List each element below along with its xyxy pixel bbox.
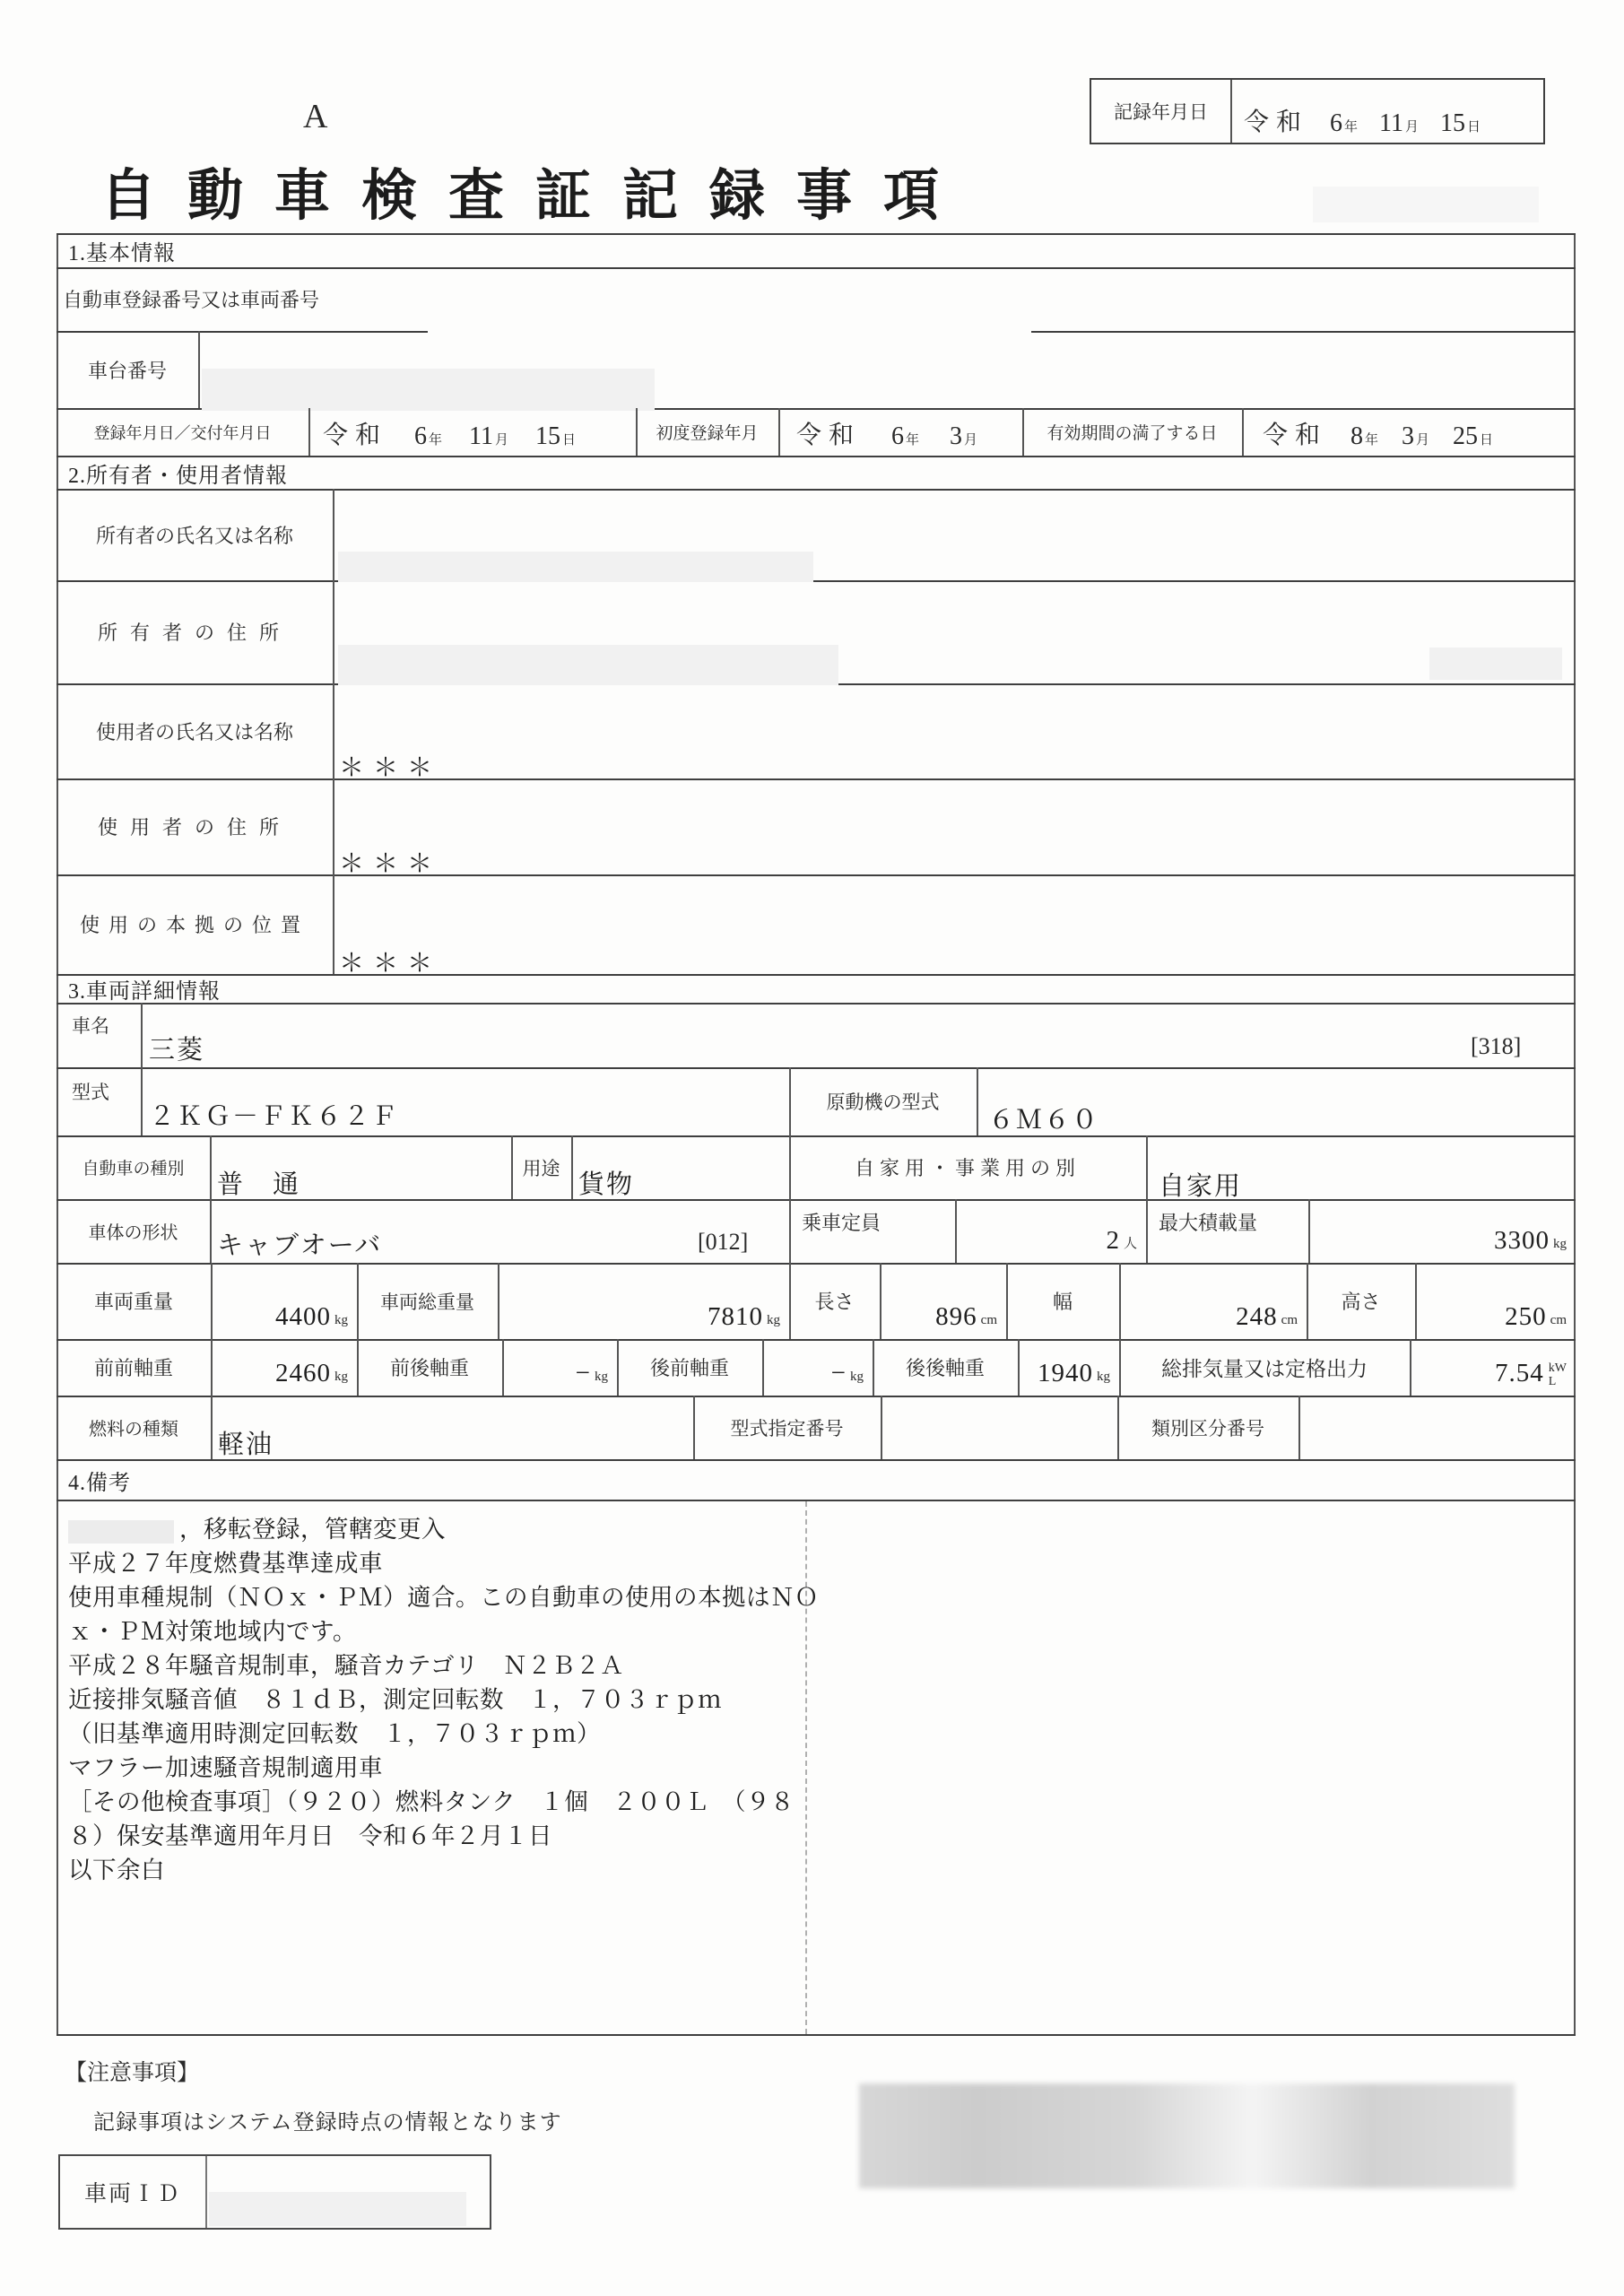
field-body-shape-code: [012]: [698, 1229, 749, 1255]
field-body-shape-value: キャブオーバ: [217, 1231, 383, 1260]
section-heading-remarks: 4.備考: [68, 1472, 131, 1495]
redaction-block: [68, 1520, 174, 1544]
displacement-units: kW L: [1548, 1361, 1567, 1388]
field-user-address-value: ＊＊＊: [339, 850, 442, 878]
redaction-block: [202, 369, 655, 411]
field-gross-weight-value: 7810 kg: [708, 1302, 780, 1331]
section-heading-owner: 2.所有者・使用者情報: [68, 464, 288, 488]
month: 3 月: [950, 422, 978, 450]
field-first-reg-value: [796, 408, 1020, 456]
vehicle-id-label: 車両ＩＤ: [83, 2182, 181, 2206]
table-rule: [56, 1003, 1576, 1004]
year: 6 年: [414, 422, 443, 450]
field-displacement-label: 総排気量又は定格出力: [1161, 1358, 1368, 1380]
cell-divider: [210, 1135, 212, 1199]
cell-divider: [333, 489, 334, 974]
field-body-shape-label: 車体の形状: [88, 1223, 178, 1243]
remarks-text: [68, 1512, 819, 1887]
field-fuel-value: 軽油: [218, 1431, 274, 1459]
remark-line: （旧基準適用時測定回転数 １，７０３ｒｐｍ）: [68, 1720, 601, 1747]
field-weight-label: 車両重量: [93, 1291, 173, 1313]
field-user-name-value: ＊＊＊: [339, 754, 442, 782]
field-car-name-label: 車名: [72, 1015, 109, 1037]
notice-text: 記録事項はシステム登録時点の情報となります: [93, 2111, 562, 2135]
table-rule: [1031, 331, 1576, 333]
field-type-cert-label: 型式指定番号: [730, 1417, 844, 1439]
redaction-block: [1313, 187, 1539, 222]
remark-line: 近接排気騒音値 ８１ｄＢ，測定回転数 １，７０３ｒｐｍ: [68, 1686, 722, 1713]
field-axle-fr-label: 前後軸重: [389, 1357, 469, 1379]
field-expiry-label: 有効期間の満了する日: [1046, 424, 1218, 443]
field-model-label: 型式: [72, 1082, 109, 1103]
cell-divider: [211, 1396, 213, 1459]
section-heading-basic: 1.基本情報: [68, 241, 176, 265]
field-capacity-label: 乗車定員: [802, 1212, 881, 1234]
field-length-value: 896 cm: [935, 1302, 997, 1331]
field-axle-rf-value: − kg: [830, 1359, 864, 1387]
field-payload-label: 最大積載量: [1159, 1212, 1258, 1234]
record-date-month: 11 月: [1379, 109, 1420, 137]
year: 6 年: [891, 422, 920, 450]
field-axle-rr-value: 1940 kg: [1038, 1359, 1110, 1387]
field-displacement-value: 7.54 kW L: [1495, 1359, 1567, 1388]
section-heading-vehicle: 3.車両詳細情報: [68, 979, 221, 1004]
cell-divider: [977, 1067, 978, 1135]
field-user-name-label: 使用者の氏名又は名称: [95, 720, 293, 744]
field-chassis-label: 車台番号: [87, 359, 167, 382]
notice-heading: 【注意事項】: [65, 2061, 200, 2085]
field-ownership-label: 自家用・事業用の別: [854, 1157, 1081, 1179]
field-axle-rr-label: 後後軸重: [905, 1357, 985, 1379]
field-base-location-label: 使用の本拠の位置: [79, 914, 309, 936]
remark-line: 以下余白: [68, 1857, 165, 1883]
field-ownership-value: 自家用: [1159, 1172, 1243, 1201]
remark-line: 平成２８年騒音規制車，騒音カテゴリ Ｎ２Ｂ２Ａ: [68, 1652, 624, 1679]
cell-divider: [141, 1003, 143, 1067]
table-border-right: [1574, 233, 1576, 2036]
field-axle-ff-value: 2460 kg: [275, 1359, 348, 1387]
field-reg-date-value: [323, 408, 636, 456]
day: 15 日: [535, 422, 577, 450]
field-engine-model-value: ６Ｍ６０: [988, 1106, 1100, 1135]
field-use-label: 用途: [522, 1157, 560, 1179]
field-payload-value: 3300 kg: [1494, 1226, 1567, 1255]
redaction-block: [338, 645, 838, 685]
record-date-value: [1244, 80, 1540, 143]
remark-line: マフラー加速騒音規制適用車: [68, 1754, 383, 1781]
field-owner-name-label: 所有者の氏名又は名称: [95, 524, 293, 547]
cell-divider: [571, 1135, 573, 1199]
field-class-number-label: 類別区分番号: [1151, 1417, 1264, 1439]
vehicle-id-box: [58, 2154, 491, 2230]
remarks-divider: [805, 1501, 807, 2034]
field-engine-model-label: 原動機の型式: [826, 1091, 940, 1113]
record-date-era: 令和: [1244, 109, 1309, 136]
remark-line: ，移転登録，管轄変更入: [68, 1512, 796, 1546]
cell-divider: [1242, 408, 1244, 456]
table-rule: [56, 1500, 1576, 1501]
field-axle-ff-label: 前前軸重: [93, 1357, 173, 1379]
field-base-location-value: ＊＊＊: [339, 950, 442, 978]
field-height-label: 高さ: [1341, 1291, 1381, 1313]
field-height-value: 250 cm: [1505, 1302, 1567, 1331]
page-title: 自動車検査証記録事項: [100, 166, 971, 227]
cell-divider: [141, 1067, 143, 1135]
field-car-name-code: [318]: [1471, 1033, 1522, 1059]
remark-line: 平成２７年度燃費基準達成車: [68, 1550, 383, 1577]
era-text: 令和: [1263, 422, 1328, 449]
field-car-name-value: 三菱: [149, 1036, 205, 1065]
field-kind-value: 普 通: [217, 1170, 301, 1199]
table-border-bottom: [56, 2034, 1576, 2036]
redaction-block: [1429, 648, 1562, 680]
year: 8 年: [1350, 422, 1379, 450]
cell-divider: [205, 2156, 207, 2228]
record-date-year: 6 年: [1330, 109, 1359, 137]
field-owner-address-label: 所有者の住所: [97, 622, 291, 644]
cell-divider: [1298, 1396, 1300, 1459]
cell-divider: [778, 408, 780, 456]
field-fuel-label: 燃料の種類: [89, 1420, 178, 1439]
field-use-value: 貨物: [578, 1170, 635, 1199]
month: 3 月: [1402, 422, 1430, 450]
redaction-block: [209, 2192, 466, 2226]
page-marker: A: [303, 98, 328, 135]
month: 11 月: [469, 422, 509, 450]
field-axle-fr-value: − kg: [575, 1359, 608, 1387]
field-model-value: ２ＫＧ－ＦＫ６２Ｆ: [149, 1102, 400, 1131]
remark-line: 使用車種規制（ＮＯｘ・ＰＭ）適合。この自動車の使用の本拠はＮＯ: [68, 1584, 819, 1611]
cell-divider: [210, 1199, 212, 1263]
cell-divider: [198, 331, 200, 408]
field-width-value: 248 cm: [1236, 1302, 1298, 1331]
cell-divider: [308, 408, 310, 456]
record-date-divider: [1230, 80, 1232, 143]
remark-line: ｘ・ＰＭ対策地域内です。: [68, 1618, 357, 1645]
field-reg-date-label: 登録年月日／交付年月日: [93, 423, 272, 442]
field-user-address-label: 使用者の住所: [97, 816, 291, 839]
record-date-box: [1090, 78, 1545, 144]
era-text: 令和: [323, 422, 388, 449]
field-first-reg-label: 初度登録年月: [656, 424, 759, 443]
field-axle-rf-label: 後前軸重: [649, 1357, 729, 1379]
field-reg-number-label: 自動車登録番号又は車両番号: [63, 289, 320, 311]
field-gross-weight-label: 車両総重量: [380, 1291, 474, 1313]
era-text: 令和: [796, 422, 862, 449]
day: 25 日: [1453, 422, 1494, 450]
field-expiry-value: [1263, 408, 1576, 456]
redacted-stamp-blur: [859, 2083, 1515, 2188]
remark-line: ８）保安基準適用年月日 令和６年２月１日: [68, 1822, 552, 1849]
field-capacity-value: 2 人: [1106, 1226, 1137, 1255]
remark-line: ［その他検査事項］（９２０）燃料タンク １個 ２００Ｌ （９８: [68, 1788, 795, 1815]
cell-divider: [881, 1396, 882, 1459]
redaction-block: [338, 552, 813, 582]
cell-divider: [1146, 1135, 1148, 1199]
field-length-label: 長さ: [814, 1291, 855, 1313]
record-date-label: 記録年月日: [1114, 101, 1208, 123]
field-kind-label: 自動車の種別: [82, 1160, 185, 1178]
field-width-label: 幅: [1052, 1291, 1073, 1313]
field-weight-value: 4400 kg: [275, 1302, 348, 1331]
record-date-day: 15 日: [1440, 109, 1481, 137]
